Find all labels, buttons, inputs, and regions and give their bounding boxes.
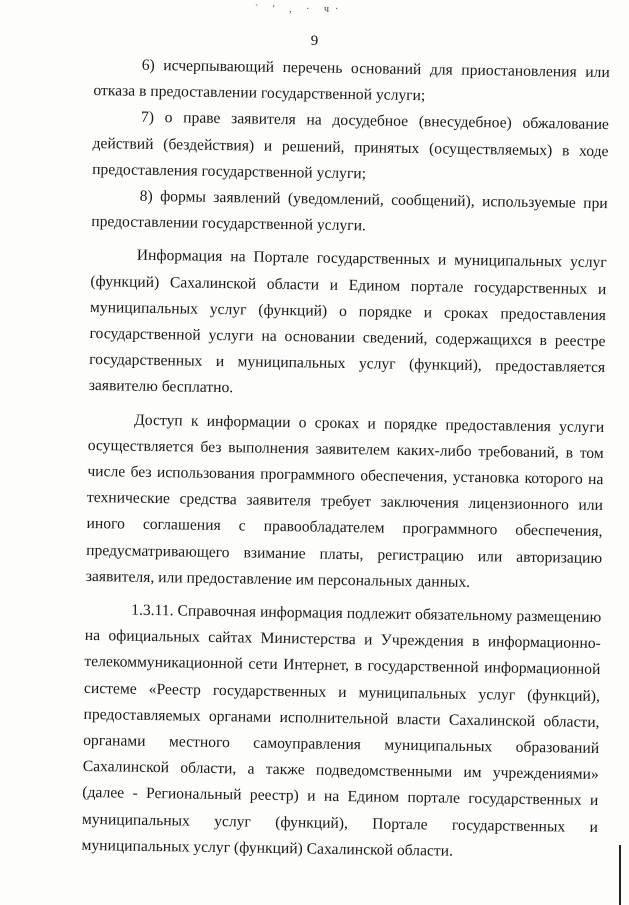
- paragraph-portal-info: Информация на Портале государственных и муниципальных услуг (функций) Сахалинской области и Едином портале государственных и муниципальных услуг (функций) о порядке и сроках предоставления государственной услуги на основании сведений, содержащихся в реестре государственных и муниципальных услуг (функций), предоставляется заявителю бесплатно.: [88, 247, 607, 397]
- list-item-6: 6) исчерпывающий перечень оснований для приостановления или отказа в предоставлении государственной услуги;: [93, 56, 610, 105]
- list-item-8: 8) формы заявлений (уведомлений, сообщений), используемые при предоставлении государственной услуги.: [91, 187, 608, 235]
- paragraph-1-3-11: 1.3.11. Справочная информация подлежит обязательному размещению на официальных сайтах Министерства и Учреждения в информационно-телекоммуникационной сети Интернет, в государственной информационной системе «Реестр государственных и муниципальных услуг (функций), предоставляемых органами исполнительной власти Сахалинской области, органами местного самоуправления муниципальных образований Сахалинской области, а также подведомственными им учреждениями» (далее - Региональный реестр) и на Едином портале государственных и муниципальных услуг (функций), Портале государственных и муниципальных услуг (функций) Сахалинской области.: [81, 601, 602, 860]
- scan-artifact-marks: ` ' , · ч·: [255, 4, 345, 15]
- paragraph-access-info: Доступ к информации о сроках и порядке предоставления услуги осуществляется без выполнения заявителем каких-либо требований, в том числе без использования программного обеспечения, установка которого на технические средства заявителя требует заключения лицензионного или иного соглашения с правообладателем программного обеспечения, предусматривающего взимание платы, регистрацию или авторизацию заявителя, или предоставление им персональных данных.: [85, 411, 605, 591]
- page-number: 9: [310, 33, 319, 49]
- list-item-7: 7) о праве заявителя на досудебное (внесудебное) обжалование действий (бездействия) и решений, принятых (осуществляемых) в ходе предоставления государственной услуги;: [92, 109, 610, 183]
- document-body: [81, 52, 610, 867]
- scan-edge-line: [619, 845, 621, 905]
